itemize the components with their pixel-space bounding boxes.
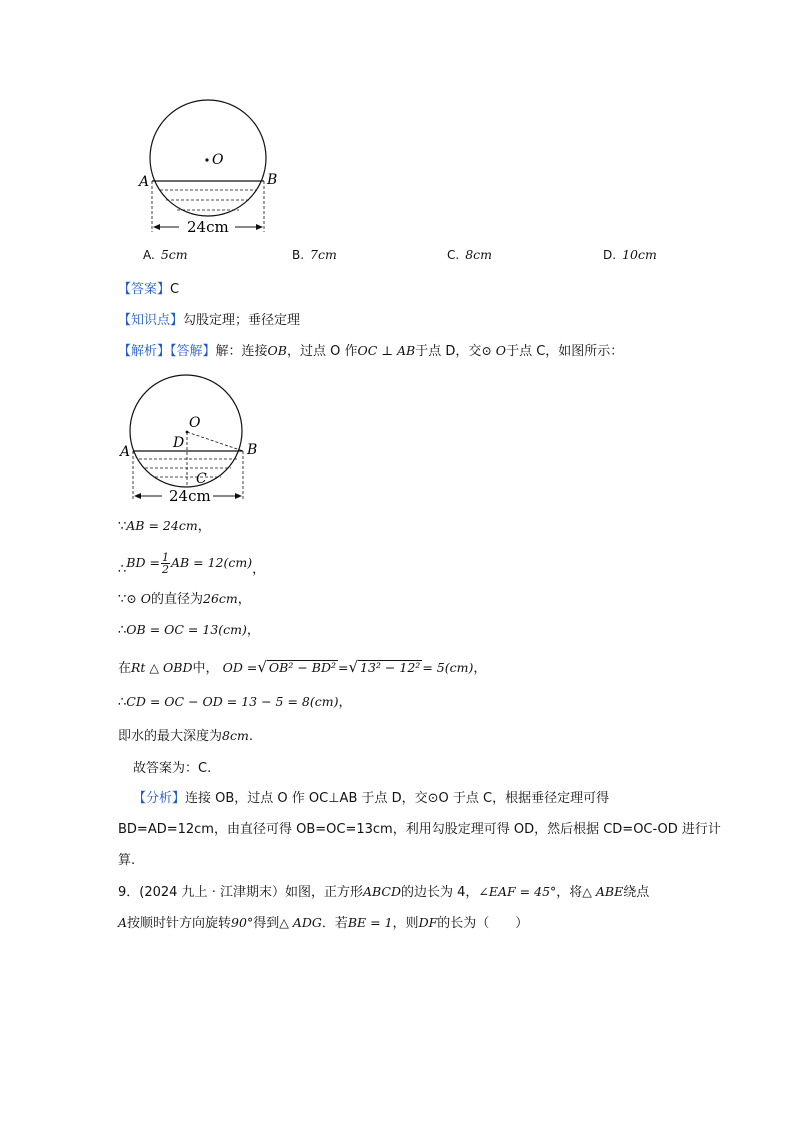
step-math: = <box>338 660 349 675</box>
radical-sign: √ <box>348 658 359 676</box>
circle-outline <box>150 100 266 216</box>
answer-text: C <box>170 282 180 297</box>
knowledge-text: 勾股定理；垂径定理 <box>183 313 301 328</box>
step-2 <box>118 548 265 578</box>
knowledge-line <box>118 312 300 330</box>
option-letter: C. <box>447 248 460 262</box>
question-9-line-1 <box>118 883 649 902</box>
analysis-line <box>118 342 623 361</box>
step-8 <box>133 760 211 778</box>
question-math: ∠EAF = 45° <box>478 884 557 899</box>
question-text: ，则 <box>392 916 419 931</box>
step-punct: ， <box>252 562 266 577</box>
step-math: BD = <box>126 555 160 570</box>
final-answer-text: 故答案为：C. <box>133 761 212 776</box>
step-text: 的直径为 <box>150 592 203 607</box>
dimension-label: 24cm <box>187 218 229 236</box>
question-text: 绕点 <box>623 885 650 900</box>
step-math: CD = OC − OD = 13 − 5 = 8(cm) <box>126 694 339 709</box>
question-math: BE = 1 <box>347 915 393 930</box>
arrow-head <box>235 493 242 499</box>
dimension-label: 24cm <box>169 487 211 505</box>
question-math: 90° <box>231 915 254 930</box>
step-math: = 5(cm) <box>422 660 474 675</box>
step-symbol: ∵ <box>118 592 127 607</box>
answer-tag: 【答案】 <box>118 282 171 297</box>
label-c: C <box>196 471 207 487</box>
fraction-denominator: 2 <box>161 563 169 576</box>
question-text: 得到 <box>253 916 280 931</box>
question-text: 的边长为 4， <box>401 885 479 900</box>
fenxi-line-3 <box>118 852 135 870</box>
fraction-numerator: 1 <box>161 551 169 564</box>
analysis-text: 解：连接 <box>215 344 268 359</box>
question-math: ABCD <box>362 884 401 899</box>
option-a <box>143 247 188 262</box>
analysis-text: ，过点 O 作 <box>286 344 358 359</box>
question-text: ，将 <box>556 885 583 900</box>
question-math: △ ADG <box>279 915 322 930</box>
question-text: ．若 <box>321 916 348 931</box>
fraction-half <box>161 552 170 575</box>
label-o: O <box>212 152 224 168</box>
question-text: 9．(2024 九上 · 江津期末）如图，正方形 <box>118 885 363 900</box>
step-6 <box>118 693 352 712</box>
segment-ob <box>187 432 243 451</box>
option-b <box>292 247 337 262</box>
option-c <box>447 247 492 262</box>
option-value: 8cm <box>465 247 493 262</box>
step-math: 26cm <box>203 591 238 606</box>
option-value: 7cm <box>310 247 337 262</box>
option-value: 10cm <box>622 247 657 262</box>
step-math: AB = 12(cm) <box>170 555 253 570</box>
step-math: 8cm <box>222 728 249 743</box>
step-4 <box>118 621 260 640</box>
analysis-math: ⊙ O <box>481 343 507 358</box>
step-1 <box>118 517 211 536</box>
step-punct: ， <box>197 519 211 534</box>
radical-sign: √ <box>257 658 267 676</box>
option-letter: B. <box>292 248 305 262</box>
analysis-tag: 【解析】【答解】 <box>118 344 216 359</box>
question-math: DF <box>418 915 438 930</box>
step-punct: ， <box>246 623 260 638</box>
fenxi-line-2 <box>118 821 721 839</box>
analysis-text: 于点 C，如图所示： <box>506 344 624 359</box>
analysis-math: OC ⊥ AB <box>357 343 416 358</box>
step-7 <box>118 727 253 746</box>
arrow-head <box>256 224 263 230</box>
label-a: A <box>139 174 150 190</box>
fenxi-line-1 <box>133 790 609 808</box>
step-symbol: ∵ <box>118 519 127 534</box>
step-math: OD = <box>222 660 258 675</box>
label-d: D <box>173 435 185 451</box>
fenxi-tag: 【分析】 <box>133 791 186 806</box>
knowledge-tag: 【知识点】 <box>118 313 184 328</box>
step-3 <box>118 590 251 609</box>
analysis-text: 于点 D，交 <box>415 344 482 359</box>
center-point <box>205 158 208 161</box>
question-text: 的长为（ ） <box>437 916 529 931</box>
circle-outline <box>130 375 242 487</box>
fenxi-text: 算. <box>118 853 136 868</box>
step-text: 即水的最大深度为 <box>118 729 223 744</box>
arrow-head <box>153 224 160 230</box>
step-punct: ， <box>473 661 487 676</box>
radicand: OB² − BD² <box>268 660 336 675</box>
step-text: 在 <box>118 661 132 676</box>
analysis-math: OB <box>267 343 287 358</box>
label-o: O <box>189 415 201 431</box>
label-b: B <box>247 442 258 458</box>
option-d <box>603 247 657 262</box>
step-punct: ， <box>237 592 251 607</box>
label-a: A <box>120 444 131 460</box>
step-math: AB = 24cm <box>126 518 198 533</box>
arrow-head <box>134 493 141 499</box>
radicand: 13² − 12² <box>360 660 421 675</box>
label-b: B <box>267 172 278 188</box>
step-punct: . <box>248 729 253 744</box>
question-9-line-2 <box>118 914 528 933</box>
step-text: 中， <box>192 661 219 676</box>
option-value: 5cm <box>160 247 188 262</box>
step-symbol: ∴ <box>118 695 127 710</box>
option-letter: A. <box>143 248 155 262</box>
option-letter: D. <box>603 248 617 262</box>
step-math: OB = OC = 13(cm) <box>126 622 247 637</box>
step-symbol: ∴ <box>118 562 127 577</box>
step-math: Rt △ OBD <box>131 660 193 675</box>
answer-line <box>118 281 179 299</box>
step-symbol: ∴ <box>118 623 127 638</box>
question-math: A <box>118 915 128 930</box>
step-math: ⊙ O <box>126 591 151 606</box>
fenxi-text: BD=AD=12cm，由直径可得 OB=OC=13cm，利用勾股定理可得 OD，然后根据 CD=OC-OD 进行计 <box>118 822 721 837</box>
fenxi-text: 连接 OB，过点 O 作 OC⊥AB 于点 D，交⊙O 于点 C，根据垂径定理可得 <box>185 791 610 806</box>
question-text: 按顺时针方向旋转 <box>127 916 232 931</box>
step-punct: ， <box>338 695 352 710</box>
figure-circle-water <box>135 98 285 240</box>
question-math: △ ABE <box>582 884 624 899</box>
figure-circle-construction <box>115 373 265 508</box>
step-5 <box>118 658 486 678</box>
